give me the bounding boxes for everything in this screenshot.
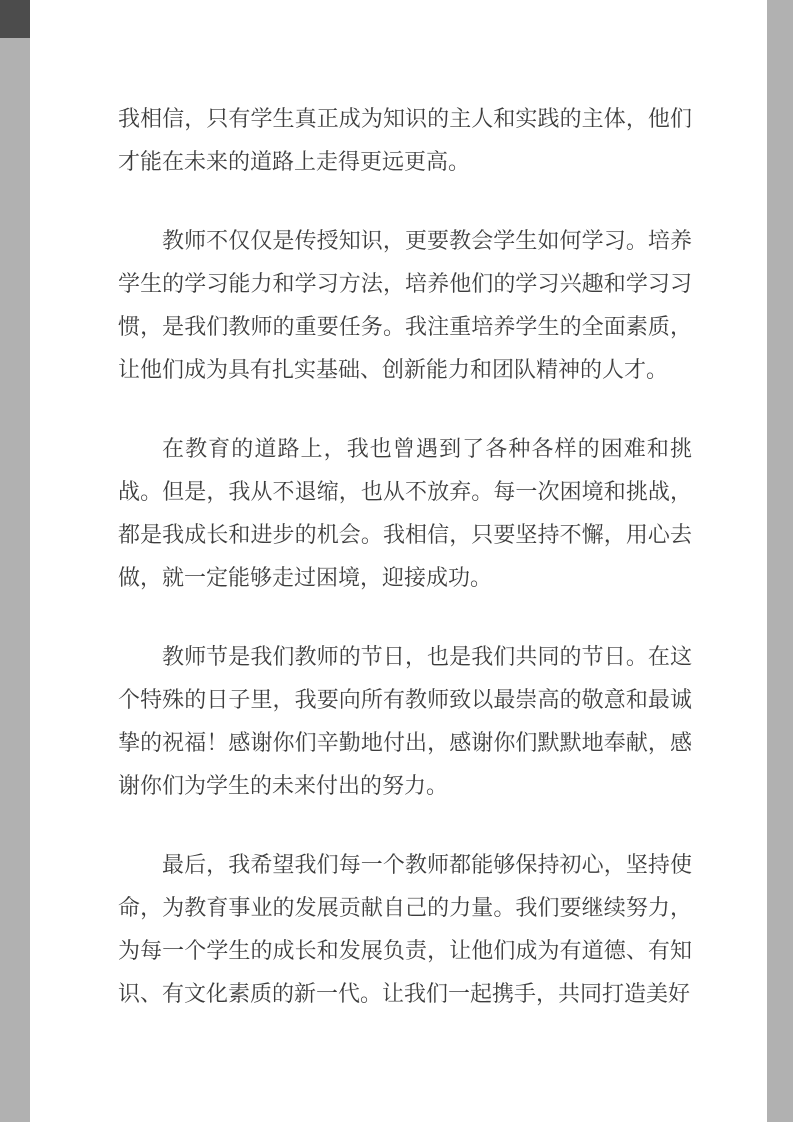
paragraph-3: 在教育的道路上，我也曾遇到了各种各样的困难和挑战。但是，我从不退缩，也从不放弃。每一次困境和挑战，都是我成长和进步的机会。我相信，只要坚持不懈，用心去做，就一定能够走过困境，迎接成功。 xyxy=(118,436,692,590)
paragraph-1: 我相信，只有学生真正成为知识的主人和实践的主体，他们才能在未来的道路上走得更远更高。 xyxy=(118,106,692,174)
paragraph-5: 最后，我希望我们每一个教师都能够保持初心，坚持使命，为教育事业的发展贡献自己的力量。我们要继续努力，为每一个学生的成长和发展负责，让他们成为有道德、有知识、有文化素质的新一代。让我们一起携手，共同打造美好 xyxy=(118,852,692,1006)
paragraph-2: 教师不仅仅是传授知识，更要教会学生如何学习。培养学生的学习能力和学习方法，培养他们的学习兴趣和学习习惯，是我们教师的重要任务。我注重培养学生的全面素质，让他们成为具有扎实基础、创新能力和团队精神的人才。 xyxy=(118,228,692,382)
viewer-background-right-strip xyxy=(767,0,793,1122)
document-page xyxy=(30,0,767,1122)
viewer-background-left-strip xyxy=(0,0,30,1122)
paragraph-4: 教师节是我们教师的节日，也是我们共同的节日。在这个特殊的日子里，我要向所有教师致以最崇高的敬意和最诚挚的祝福！感谢你们辛勤地付出，感谢你们默默地奉献，感谢你们为学生的未来付出的努力。 xyxy=(118,644,692,798)
document-body xyxy=(118,97,692,1051)
